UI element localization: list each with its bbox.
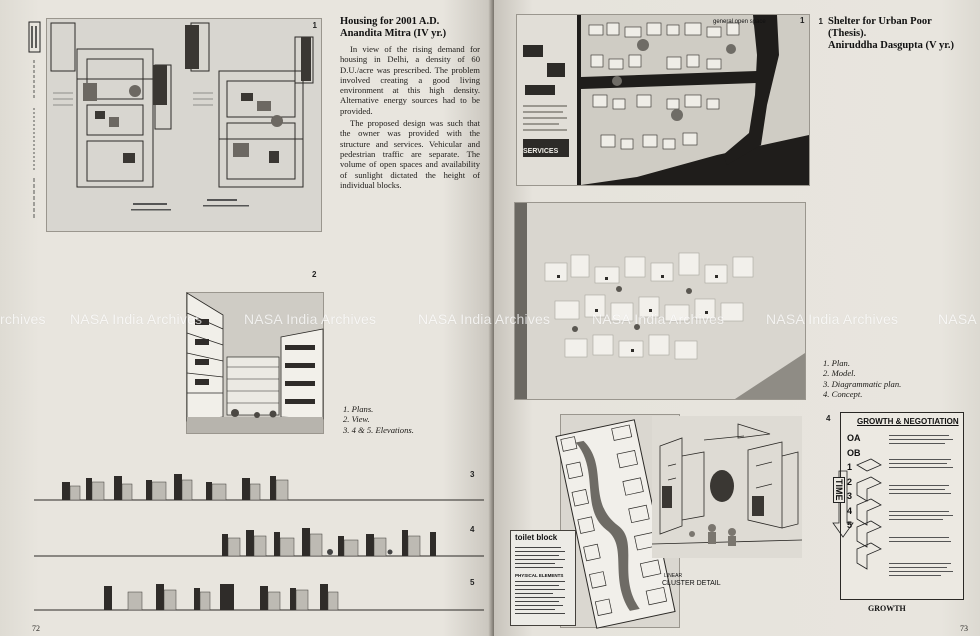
toilet-block-panel bbox=[510, 530, 576, 626]
concept-stage-2: 2 bbox=[847, 476, 853, 487]
elevation-4 bbox=[34, 526, 484, 558]
right-caption-list bbox=[823, 358, 901, 400]
cluster-detail-label bbox=[662, 572, 772, 588]
watermark-fragment-left: rchives bbox=[0, 311, 46, 327]
rotated-margin-stamp bbox=[28, 20, 42, 228]
right-figure-number-1-outer: 1 bbox=[800, 16, 805, 25]
floor-plan-drawing bbox=[47, 19, 321, 231]
left-article-heading bbox=[340, 16, 490, 40]
right-article-subtitle: (Thesis). bbox=[828, 28, 867, 39]
figure-number-1: 1 bbox=[312, 21, 317, 30]
cluster-label-small: LINEAR bbox=[664, 573, 683, 579]
caption-plan: 1. Plan. bbox=[823, 358, 850, 368]
figure-number-5: 5 bbox=[470, 578, 475, 587]
caption-model: 2. Model. bbox=[823, 368, 856, 379]
watermark-4: NASA India Archives bbox=[592, 311, 725, 327]
toilet-block-notes bbox=[515, 545, 571, 621]
concept-title: GROWTH & NEGOTIATION bbox=[857, 417, 959, 426]
caption-view: 2. View. bbox=[343, 414, 370, 425]
watermark-1: NASA India Archives bbox=[70, 311, 203, 327]
right-article-heading bbox=[828, 16, 978, 52]
caption-plans: 1. Plans. bbox=[343, 404, 374, 414]
right-figure-number-4: 4 bbox=[826, 414, 831, 423]
left-page-number: 72 bbox=[32, 624, 40, 633]
street-sketch-drawing bbox=[652, 416, 802, 558]
watermark-3: NASA India Archives bbox=[418, 311, 551, 327]
site-plan-drawing bbox=[517, 15, 809, 185]
concept-diagram bbox=[841, 413, 963, 599]
concept-stage-ob: OB bbox=[847, 447, 861, 458]
open-space-label: general open space bbox=[713, 19, 766, 25]
figure-number-4: 4 bbox=[470, 525, 475, 534]
concept-footer-label: GROWTH bbox=[868, 604, 906, 613]
left-article-author: Anandita Mitra (IV yr.) bbox=[340, 28, 447, 39]
services-label: SERVICES bbox=[523, 148, 559, 155]
left-article-title: Housing for 2001 A.D. bbox=[340, 16, 440, 27]
figure-number-2: 2 bbox=[312, 270, 317, 279]
concept-stage-1: 1 bbox=[847, 462, 853, 472]
concept-stage-3: 3 bbox=[847, 491, 853, 501]
left-paragraph-1: In view of the rising demand for housing in Delhi, a density of 60 D.U./acre was prescribed. The problem involved creating a good living environment at this high density. Alternative energy sources had to be provided. bbox=[340, 44, 480, 116]
figure-1-plans bbox=[46, 18, 322, 232]
caption-concept: 4. Concept. bbox=[823, 389, 863, 400]
right-figure-number-1: 1 bbox=[818, 17, 823, 26]
concept-stage-oa: OA bbox=[847, 433, 861, 443]
caption-diagrammatic-plan: 3. Diagrammatic plan. bbox=[823, 378, 902, 389]
right-article-author: Aniruddha Dasgupta (V yr.) bbox=[828, 40, 955, 51]
right-article-title: Shelter for Urban Poor bbox=[828, 16, 932, 27]
watermark-5: NASA India Archives bbox=[766, 311, 899, 327]
watermark-fragment-right: NASA bbox=[938, 311, 977, 327]
figure-2-model bbox=[514, 202, 806, 400]
cluster-label-main: CLUSTER DETAIL bbox=[662, 580, 721, 587]
left-paragraph-2: The proposed design was such that the owner was provided with the structure and services. Vehicular and pedestrian traffic are separate. The volume of open spaces and availability of sunlight dictated the height of individual blocks. bbox=[340, 118, 480, 190]
concept-stage-4: 4 bbox=[847, 505, 853, 516]
concept-time-label: TIME bbox=[834, 479, 844, 501]
elevation-5 bbox=[34, 580, 484, 612]
toilet-physical-elements: PHYSICAL ELEMENTS bbox=[515, 573, 564, 578]
caption-elevations: 3. 4 & 5. Elevations. bbox=[343, 424, 414, 435]
model-photo bbox=[515, 203, 805, 399]
toilet-block-label: toilet block bbox=[515, 533, 558, 542]
watermark-2: NASA India Archives bbox=[244, 311, 377, 327]
figure-4-concept bbox=[834, 412, 964, 600]
left-caption-list bbox=[343, 404, 414, 435]
figure-3-street-sketch bbox=[652, 416, 802, 558]
right-page-number: 73 bbox=[960, 624, 968, 633]
figure-number-3: 3 bbox=[470, 470, 475, 479]
concept-stage-5: 5 bbox=[847, 520, 853, 530]
elevation-3 bbox=[34, 470, 484, 502]
figure-1-site-plan bbox=[516, 14, 823, 186]
left-article-body bbox=[340, 44, 480, 190]
